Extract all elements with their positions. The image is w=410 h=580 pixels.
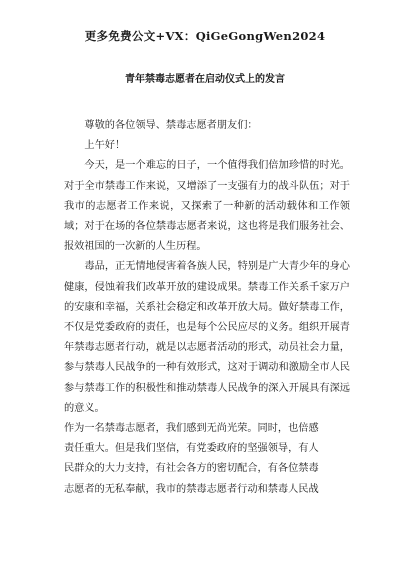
- paragraph-3: 作为一名禁毒志愿者，我们感到无尚光荣。同时，也倍感 责任重大。但是我们坚信，有党委政府的坚强领导，有人 民群众的大力支持，有社会各方的密切配合，有各位禁毒 志愿者的无私奉献，我市的禁毒志愿者行动和禁毒人民战: [64, 423, 319, 495]
- greeting: 上午好！: [84, 140, 126, 152]
- document-body: [64, 116, 350, 500]
- promo-banner: 更多免费公文+VX：QiGeGongWen2024: [84, 29, 326, 43]
- paragraph-2: 毒品，正无情地侵害着各族人民，特别是广大青少年的身心健康，侵蚀着我们改革开放的建设成果。禁毒工作关系千家万户的安康和幸福，关系社会稳定和改革开放大局。做好禁毒工作，不仅是党委政府的责任，也是每个公民应尽的义务。组织开展青年禁毒志愿者行动，就是以志愿者活动的形式，动员社会力量，参与禁毒人民战争的一种有效形式，这对于调动和激励全市人民参与禁毒工作的积极性和推动禁毒人民战争的深入开展具有深远的意义。: [64, 261, 350, 414]
- salutation: 尊敬的各位领导、禁毒志愿者朋友们：: [84, 120, 258, 131]
- paragraph-1: 今天，是一个难忘的日子，一个值得我们倍加珍惜的时光。对于全市禁毒工作来说，又增添了一支强有力的战斗队伍；对于我市的志愿者工作来说，又探索了一种新的活动载体和工作领域；对于在场的各位禁毒志愿者来说，这也将是我们服务社会、报效祖国的一次新的人生历程。: [64, 160, 350, 253]
- document-title: 青年禁毒志愿者在启动仪式上的发言: [125, 74, 285, 85]
